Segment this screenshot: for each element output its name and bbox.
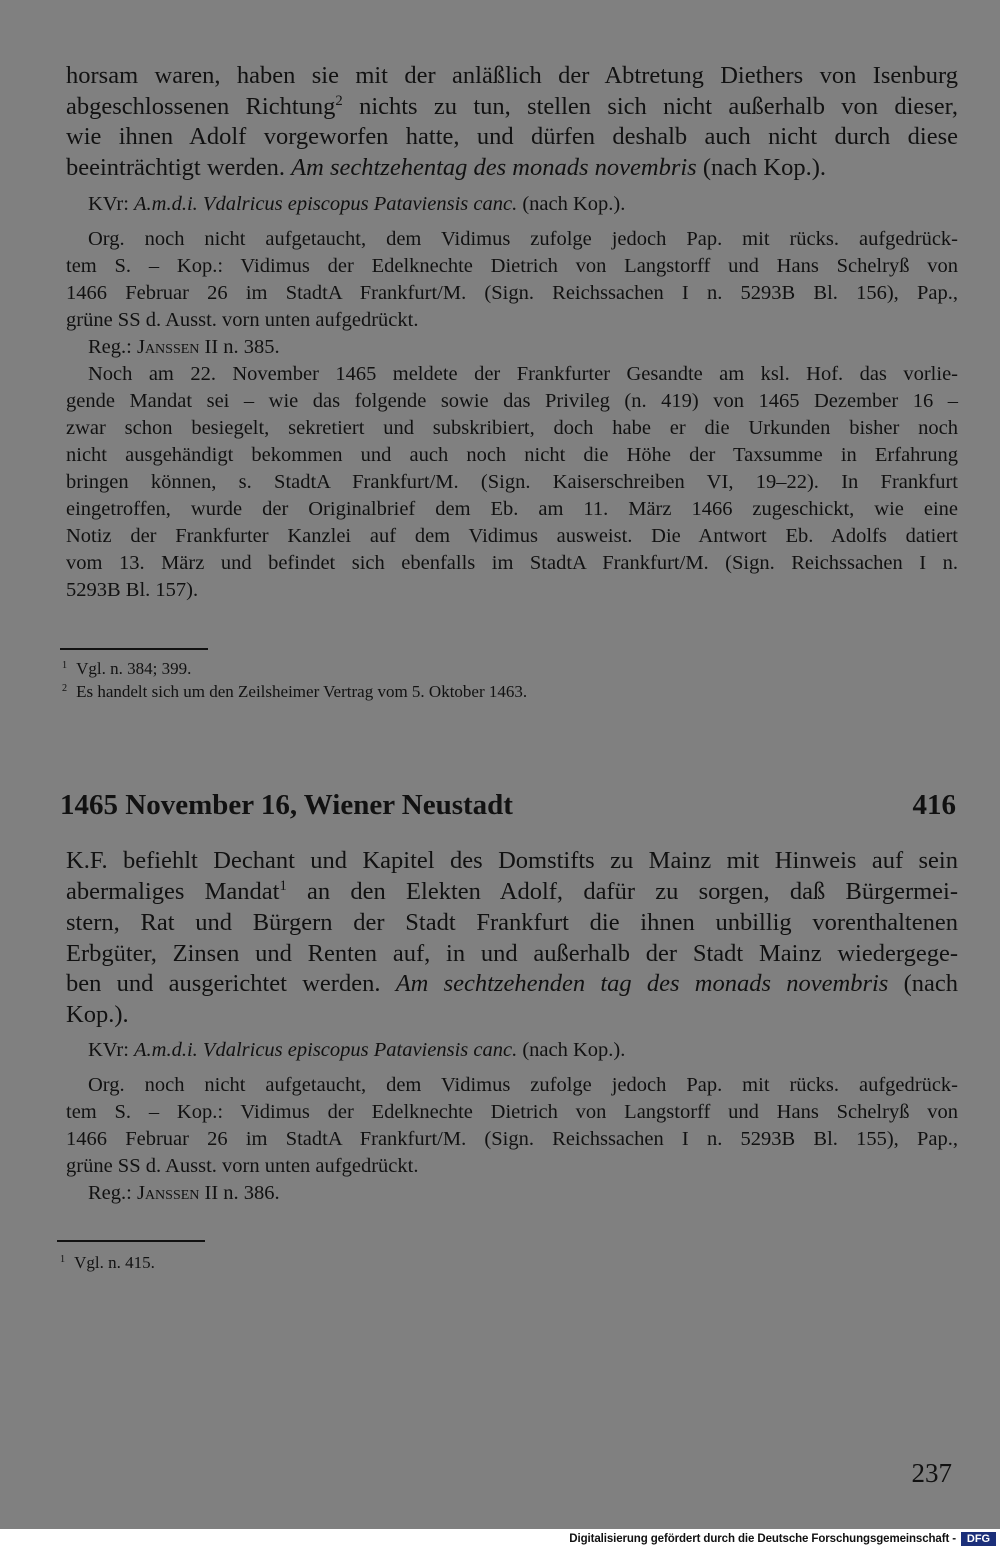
footnote-mark: 1 (62, 659, 68, 671)
text: an den Elekten Adolf, dafür zu sorgen, daß Bürgermei- (286, 878, 958, 905)
footnote-rule (57, 1240, 205, 1242)
body-line (66, 972, 958, 997)
reg-ref: II n. 386. (199, 1182, 280, 1204)
document-date-place: 1465 November 16, Wiener Neustadt (60, 789, 513, 821)
org-line: 1466 Februar 26 im StadtA Frankfurt/M. (Sign. Reichssachen I n. 5293B Bl. 155), Pap., (66, 1128, 958, 1150)
org-line: grüne SS d. Ausst. vorn unten aufgedrückt. (66, 309, 419, 331)
note-line: vom 13. März und befindet sich ebenfalls im StadtA Frankfurt/M. (Sign. Reichssachen I n. (66, 552, 958, 574)
org-line: tem S. – Kop.: Vidimus der Edelknechte Dietrich von Langstorff und Hans Schelryß von (66, 1101, 958, 1123)
note-line: 5293B Bl. 157). (66, 579, 199, 601)
reg-ref: II n. 385. (199, 336, 280, 358)
note-line: zwar schon besiegelt, sekretiert und subskribiert, doch habe er die Urkunden bisher noch (66, 417, 958, 439)
note-line: eingetroffen, wurde der Originalbrief dem Eb. am 11. März 1466 zugeschickt, wie eine (66, 498, 958, 520)
kvr-text: A.m.d.i. Vdalricus episcopus Pataviensis canc. (134, 193, 518, 215)
body-line: horsam waren, haben sie mit der anläßlich der Abtretung Diethers von Isenburg (66, 62, 958, 89)
kvr-label: KVr: (88, 1039, 135, 1061)
reg-name: Janssen (136, 336, 200, 358)
reg-name: Janssen (136, 1182, 200, 1204)
body-line (66, 95, 958, 120)
text: ben und ausgerichtet werden. (66, 970, 396, 997)
note-line: Notiz der Frankfurter Kanzlei auf dem Vidimus ausweist. Die Antwort Eb. Adolfs datiert (66, 525, 958, 547)
date-formula: Am sechtzehentag des monads novembris (291, 154, 697, 181)
footnote-mark: 1 (60, 1253, 66, 1265)
kvr-source: (nach Kop.). (517, 1039, 626, 1061)
footnote-text: Es handelt sich um den Zeilsheimer Vertrag vom 5. Oktober 1463. (76, 682, 528, 701)
org-line: Org. noch nicht aufgetaucht, dem Vidimus zufolge jedoch Pap. mit rücks. aufgedrück- (88, 228, 958, 250)
note-line: bringen können, s. StadtA Frankfurt/M. (Sign. Kaiserschreiben VI, 19–22). In Frankfurt (66, 471, 958, 493)
kvr-line (88, 1040, 958, 1061)
reg-label: Reg.: (88, 1182, 137, 1204)
reg-line (88, 337, 958, 358)
footnote (62, 683, 954, 700)
document-number: 416 (912, 789, 956, 821)
footnote-ref[interactable]: 1 (279, 878, 287, 895)
body-line: K.F. befiehlt Dechant und Kapitel des Domstifts zu Mainz mit Hinweis auf sein (66, 847, 958, 874)
note-line: nicht ausgehändigt bekommen und auch noch nicht die Höhe der Taxsumme in Erfahrung (66, 444, 958, 466)
footnote-rule (60, 648, 208, 650)
text: (nach Kop.). (696, 154, 826, 181)
footnote (62, 660, 954, 677)
org-line: Org. noch nicht aufgetaucht, dem Vidimus zufolge jedoch Pap. mit rücks. aufgedrück- (88, 1074, 958, 1096)
page-number: 237 (911, 1458, 952, 1488)
text: beeinträchtigt werden. (66, 154, 292, 181)
body-line (66, 880, 958, 905)
dfg-logo: DFG (961, 1532, 996, 1546)
text: (nach (888, 970, 958, 997)
org-line: grüne SS d. Ausst. vorn unten aufgedrückt. (66, 1155, 419, 1177)
body-line: Kop.). (66, 1001, 129, 1028)
kvr-text: A.m.d.i. Vdalricus episcopus Pataviensis canc. (134, 1039, 518, 1061)
document-heading (60, 791, 956, 820)
footnote-mark: 2 (62, 682, 68, 694)
note-line: Noch am 22. November 1465 meldete der Frankfurter Gesandte am ksl. Hof. das vorlie- (88, 363, 958, 385)
text: abgeschlossenen Richtung (66, 93, 336, 120)
footnote-text: Vgl. n. 415. (74, 1253, 155, 1272)
footnote-text: Vgl. n. 384; 399. (76, 659, 192, 678)
body-line (66, 156, 958, 181)
note-line: gende Mandat sei – wie das folgende sowie das Privileg (n. 419) von 1465 Dezember 16 – (66, 390, 958, 412)
body-line: stern, Rat und Bürgern der Stadt Frankfurt die ihnen unbillig vorenthaltenen (66, 909, 958, 936)
reg-label: Reg.: (88, 336, 137, 358)
text: abermaliges Mandat (66, 878, 280, 905)
reg-line (88, 1183, 958, 1204)
funding-notice: Digitalisierung gefördert durch die Deutsche Forschungsgemeinschaft - (569, 1533, 956, 1545)
org-line: 1466 Februar 26 im StadtA Frankfurt/M. (Sign. Reichssachen I n. 5293B Bl. 156), Pap., (66, 282, 958, 304)
kvr-source: (nach Kop.). (517, 193, 626, 215)
body-line: Erbgüter, Zinsen und Renten auf, in und außerhalb der Stadt Mainz wiedergege- (66, 940, 958, 967)
kvr-label: KVr: (88, 193, 135, 215)
kvr-line (88, 194, 958, 215)
digitization-footer (0, 1529, 1000, 1549)
text: nichts zu tun, stellen sich nicht außerhalb von dieser, (342, 93, 958, 120)
footnote-ref[interactable]: 2 (335, 93, 343, 110)
date-formula: Am sechtzehenden tag des monads novembris (395, 970, 889, 997)
body-line: wie ihnen Adolf vorgeworfen hatte, und dürfen deshalb auch nicht durch diese (66, 123, 958, 150)
footnote (60, 1254, 952, 1271)
org-line: tem S. – Kop.: Vidimus der Edelknechte Dietrich von Langstorff und Hans Schelryß von (66, 255, 958, 277)
